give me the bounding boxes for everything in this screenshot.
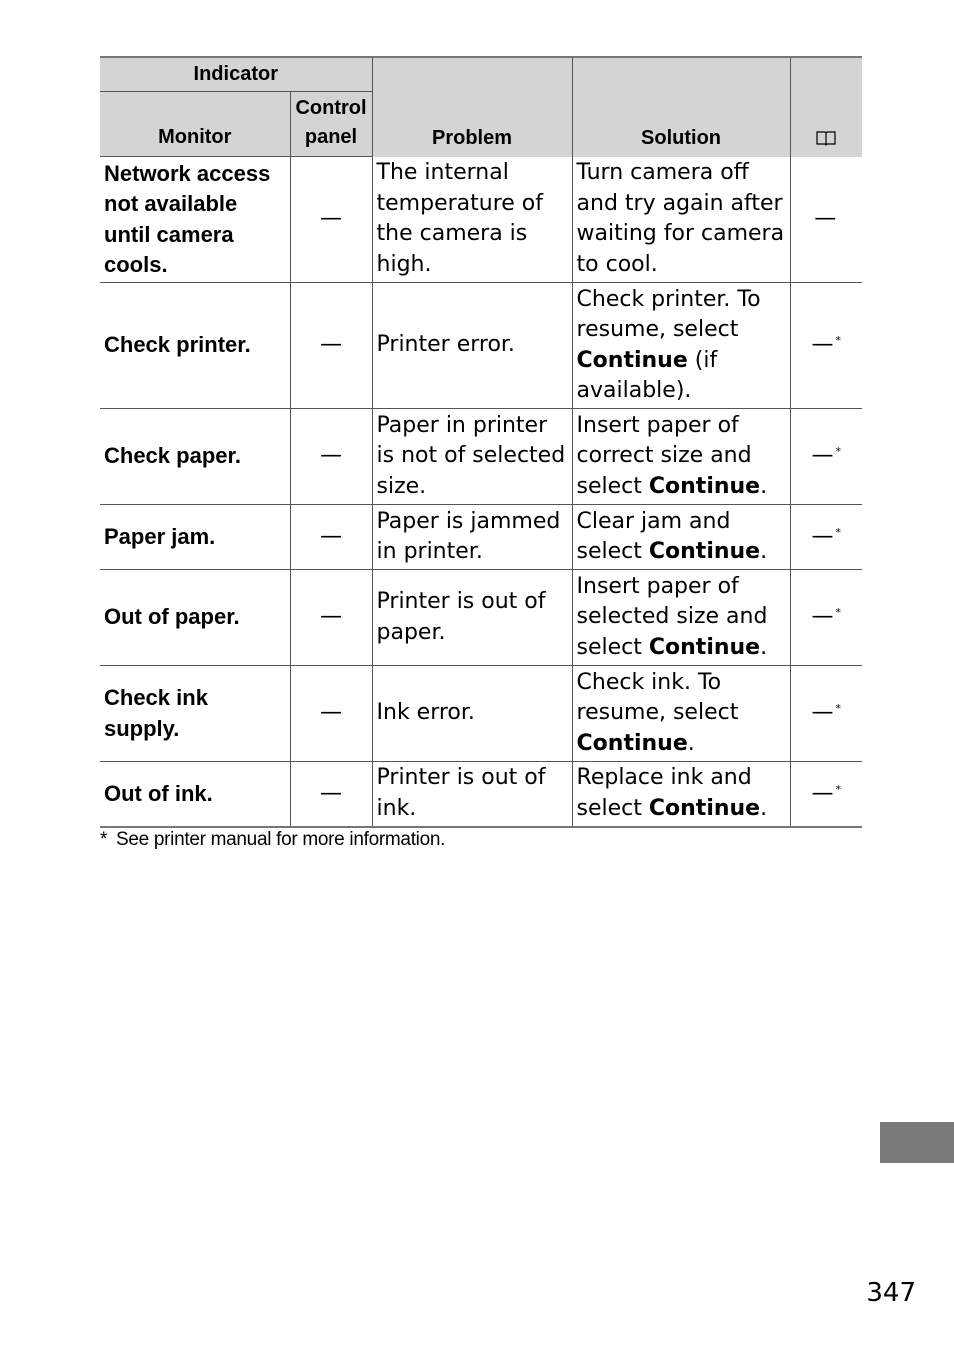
monitor-message: Out of ink. <box>100 762 290 827</box>
table-header <box>100 57 862 157</box>
solution-after: . <box>760 634 768 660</box>
solution-cell <box>572 283 790 409</box>
solution-cell <box>572 762 790 827</box>
footnote-marker: * <box>835 334 842 348</box>
solution-after: . <box>687 730 695 756</box>
footnote-marker: * <box>835 782 842 796</box>
page-ref-cell <box>790 570 862 666</box>
table-row <box>100 666 862 762</box>
table-row <box>100 570 862 666</box>
solution-text: Check printer. To resume, select <box>576 286 761 342</box>
page-ref: — <box>811 332 834 358</box>
control-panel-indicator: — <box>290 570 372 666</box>
page-ref-cell <box>790 283 862 409</box>
page-ref-cell <box>790 505 862 570</box>
footnote-marker: * <box>835 702 842 716</box>
control-panel-indicator: — <box>290 762 372 827</box>
monitor-message: Paper jam. <box>100 505 290 570</box>
table-row <box>100 283 862 409</box>
solution-bold: Continue <box>648 634 761 660</box>
table-row <box>100 157 862 283</box>
header-page-ref <box>790 57 862 157</box>
solution-text: Insert paper of correct size and select <box>576 412 752 499</box>
page-ref-cell <box>790 409 862 505</box>
page-ref: — <box>811 780 834 806</box>
page-number: 347 <box>866 1278 916 1308</box>
problem-cell: Printer is out of ink. <box>372 762 572 827</box>
book-icon <box>816 130 836 146</box>
header-control-panel-line1: Control <box>295 97 367 119</box>
table-row <box>100 762 862 827</box>
solution-bold: Continue <box>576 730 688 756</box>
monitor-message: Network access not available until camera cools. <box>100 157 290 283</box>
footnote-text: See printer manual for more information. <box>116 829 446 850</box>
page-ref: — <box>811 443 834 469</box>
header-solution: Solution <box>572 57 790 157</box>
header-problem: Problem <box>372 57 572 157</box>
solution-cell <box>572 157 790 283</box>
control-panel-indicator: — <box>290 283 372 409</box>
solution-after: . <box>760 473 768 499</box>
footnote-marker: * <box>835 525 842 539</box>
page-ref-cell <box>790 157 862 283</box>
page-ref-cell <box>790 762 862 827</box>
control-panel-indicator: — <box>290 157 372 283</box>
page-ref: — <box>811 523 834 549</box>
solution-text: Replace ink and select <box>576 765 752 821</box>
problem-cell: Printer error. <box>372 283 572 409</box>
solution-cell <box>572 570 790 666</box>
problem-cell: Printer is out of paper. <box>372 570 572 666</box>
monitor-message: Check paper. <box>100 409 290 505</box>
page-ref: — <box>814 206 837 231</box>
header-indicator: Indicator <box>100 57 372 92</box>
problem-cell: The internal temperature of the camera is high. <box>372 157 572 283</box>
header-control-panel-line2: panel <box>304 126 358 148</box>
table-row <box>100 505 862 570</box>
table-row <box>100 409 862 505</box>
problem-cell: Ink error. <box>372 666 572 762</box>
solution-bold: Continue <box>648 539 761 564</box>
page-ref-cell <box>790 666 862 762</box>
problem-cell: Paper in printer is not of selected size. <box>372 409 572 505</box>
solution-text: Clear jam and select <box>576 508 731 564</box>
footnote <box>100 826 445 854</box>
solution-text: Check ink. To resume, select <box>576 669 739 726</box>
solution-after: . <box>760 795 768 821</box>
solution-after: (if available). <box>576 347 718 403</box>
page-ref: — <box>811 604 834 630</box>
section-thumb-tab <box>880 1122 954 1163</box>
solution-cell <box>572 409 790 505</box>
solution-text: Insert paper of selected size and select <box>576 573 768 660</box>
solution-bold: Continue <box>648 795 761 821</box>
solution-after: . <box>760 539 768 564</box>
solution-text: Turn camera off and try again after waiting for camera to cool. <box>576 160 785 277</box>
monitor-message: Check ink supply. <box>100 666 290 762</box>
solution-cell <box>572 666 790 762</box>
footnote-marker: * <box>835 606 842 620</box>
solution-cell <box>572 505 790 570</box>
header-control-panel <box>290 92 372 157</box>
monitor-message: Out of paper. <box>100 570 290 666</box>
control-panel-indicator: — <box>290 505 372 570</box>
header-monitor: Monitor <box>100 92 290 157</box>
control-panel-indicator: — <box>290 409 372 505</box>
problem-cell: Paper is jammed in printer. <box>372 505 572 570</box>
printer-error-table <box>100 56 862 828</box>
footnote-marker: * <box>100 829 108 850</box>
control-panel-indicator: — <box>290 666 372 762</box>
page-ref: — <box>811 700 834 726</box>
solution-bold: Continue <box>648 473 761 499</box>
monitor-message: Check printer. <box>100 283 290 409</box>
footnote-marker: * <box>835 445 842 459</box>
solution-bold: Continue <box>576 347 688 373</box>
